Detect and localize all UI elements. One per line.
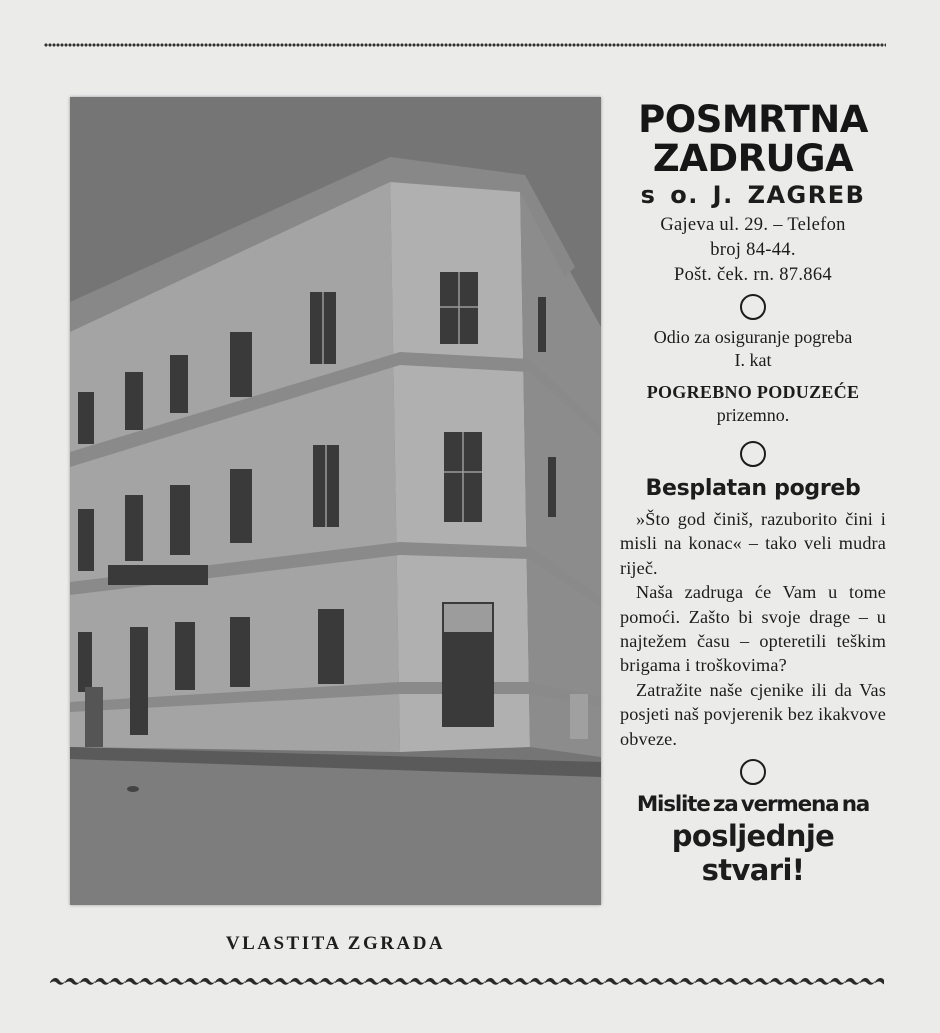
- dept-insurance: Odio za osiguranje pogreba: [653, 327, 853, 347]
- circle-ornament-icon: [740, 294, 766, 320]
- address-block: [620, 213, 886, 288]
- promo-heading: Besplatan pogreb: [645, 476, 861, 501]
- subtitle: s o. J. ZAGREB: [640, 181, 866, 209]
- circle-ornament-icon: [740, 441, 766, 467]
- bottom-wavy-rule: [50, 976, 884, 986]
- slogan-line-2: posljednje stvari!: [671, 819, 835, 888]
- circle-ornament-icon: [740, 759, 766, 785]
- title-line-1: POSMRTNA: [638, 98, 868, 141]
- building-photo: [70, 97, 601, 905]
- building-illustration: [70, 97, 601, 905]
- dept-funeral: POGREBNO PODUZEĆE: [646, 382, 860, 402]
- address-line-2: broj 84-44.: [710, 240, 796, 260]
- address-line-1: Gajeva ul. 29. – Telefon: [660, 215, 846, 235]
- paragraph-2: Naša zadruga će Vam u tome pomoći. Zašto bi svoje drage – u najtežem času – opteretili teškim brigama i troškovima?: [620, 582, 886, 676]
- dept-funeral-floor: prizemno.: [716, 405, 790, 425]
- photo-caption: VLASTITA ZGRADA: [225, 933, 446, 954]
- address-line-3: Pošt. ček. rn. 87.864: [674, 265, 832, 285]
- dept-insurance-floor: I. kat: [734, 350, 772, 370]
- paragraph-3: Zatražite naše cjenike ili da Vas posjeti naš povjerenik bez ikakvove obveze.: [620, 679, 886, 749]
- title-line-2: ZADRUGA: [652, 137, 854, 180]
- top-dotted-rule: [44, 43, 886, 47]
- ad-column: [620, 100, 886, 887]
- paragraph-1: »Što god činiš, razuborito čini i misli na konac« – tako veli mudra riječ.: [620, 509, 886, 578]
- slogan-line-1: Mislite za vermena na: [636, 792, 870, 818]
